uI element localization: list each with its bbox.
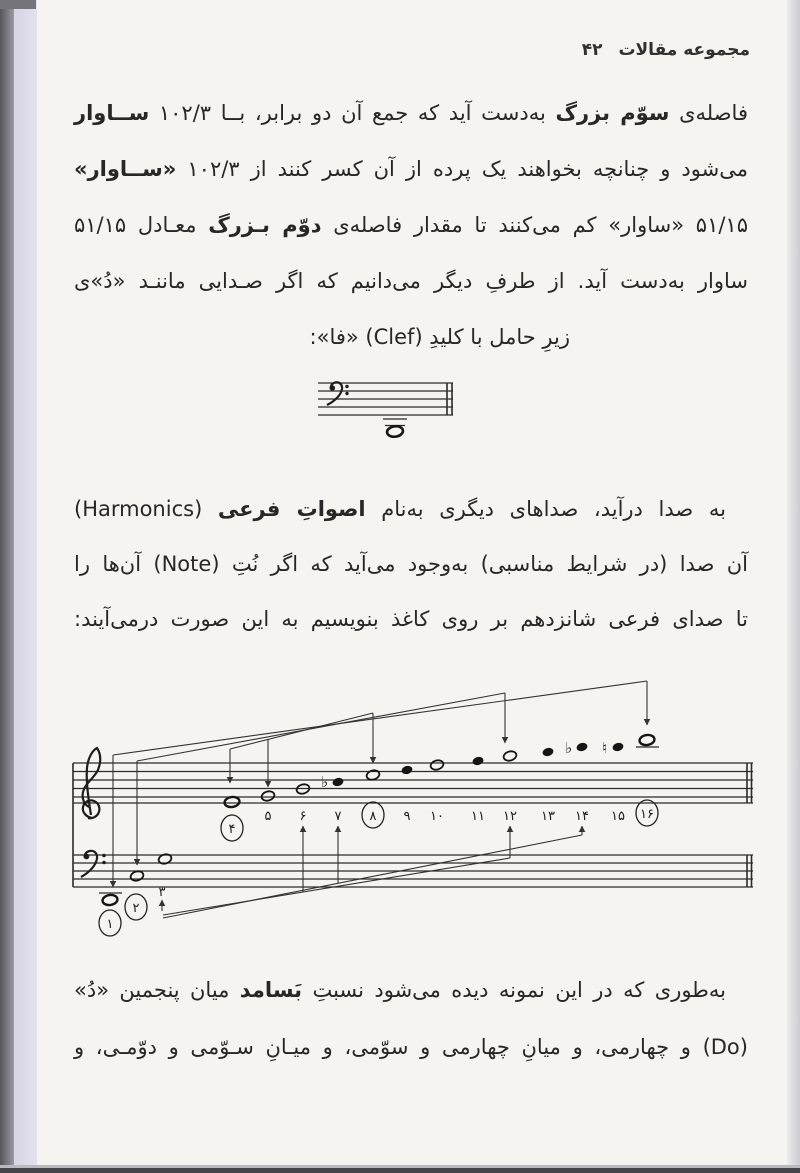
harmonic-series-figure [65, 665, 765, 940]
harmonic-number: ۸ [369, 809, 377, 824]
harmonic-number: ۱۶ [640, 807, 654, 822]
scan-edge-bottom [0, 1168, 800, 1173]
low-whole-note [383, 419, 407, 438]
harmonic-number: ۳ [158, 885, 166, 900]
scan-edge-right [787, 0, 800, 1173]
text-run: ساوار به‌دست آید. از طرفِ دیگر می‌دانیم که اگر صـدایی ماننـد «دُ»ی [74, 269, 748, 293]
bold-term: سوّم بزرگ [555, 101, 670, 125]
harmonic-number: ۷ [334, 809, 342, 824]
text-run: به‌طوری که در این نمونه دیده می‌شود نسبتِ [302, 978, 726, 1002]
harmonic-number: ۹ [403, 809, 411, 824]
harmonic-number: ۱۲ [503, 809, 517, 824]
text-run: زیرِ حامل با کلیدِ (Clef) «فا»: [309, 325, 570, 349]
harmonic-number: ۱ [106, 917, 114, 932]
staff-notation-image [313, 374, 458, 446]
page-header [582, 40, 750, 60]
text-line [74, 962, 748, 1019]
page-number: ۴۲ [581, 40, 603, 60]
harmonic-number: ۱۰ [430, 809, 444, 824]
paragraph-interval-savart [74, 85, 748, 365]
harmonic-number: ۲ [132, 901, 140, 916]
treble-clef-icon [83, 748, 101, 818]
bold-term: «ســاوار» [74, 157, 177, 181]
book-title: مجموعه مقالات [618, 40, 750, 60]
natural-icon: ♮ [602, 739, 608, 757]
text-run: فاصله‌ی [669, 101, 748, 125]
harmonic-series-image [65, 665, 765, 940]
bold-term: دوّم بـزرگ [208, 213, 322, 237]
octave-connector-lines [113, 681, 647, 918]
paragraph-harmonics [74, 482, 748, 647]
text-run: معـادل ۵۱/۱۵ [74, 213, 209, 237]
staff-lines [318, 383, 453, 415]
text-line [74, 1019, 748, 1076]
bass-clef-icon [327, 382, 349, 405]
scan-edge-gutter [14, 0, 37, 1173]
harmonic-number: ۱۴ [575, 809, 589, 824]
scan-edge-left [0, 0, 14, 1173]
text-run: آن صدا (در شرایط مناسبی) به‌وجود می‌آید که اگر نُتِ (Note) آن‌ها را [74, 552, 748, 576]
text-run: به صدا درآید، صداهای دیگری به‌نام [365, 497, 726, 521]
text-run: (Harmonics) [74, 497, 218, 521]
text-run: ۵۱/۱۵ «ساوار» کم می‌کنند تا مقدار فاصله‌ی [321, 213, 748, 237]
text-line [74, 309, 748, 365]
text-line [74, 253, 748, 309]
text-line [74, 197, 748, 253]
bold-term: اصواتِ فرعی [217, 497, 366, 521]
text-run: تا صدای فرعی شانزدهم بر روی کاغذ بنویسیم به این صورت درمی‌آیند: [74, 607, 748, 631]
bold-term: بَسامد [239, 978, 303, 1002]
harmonic-number: ۵ [264, 809, 272, 824]
text-run: می‌شود و چنانچه بخواهند یک پرده از آن کسر کنند از ۱۰۲/۳ [176, 157, 748, 181]
text-line [74, 592, 748, 647]
flat-icon: ♭ [321, 773, 329, 791]
flat-icon: ♭ [565, 739, 573, 757]
harmonic-number: ۱۵ [611, 809, 625, 824]
text-run: میان پنجمین «دُ» [74, 978, 240, 1002]
text-line [74, 141, 748, 197]
bass-clef-staff-figure [313, 374, 458, 446]
text-run: (Do) و چهارمی، و میانِ چهارمی و سوّمی، و میـانِ سـوّمی و دوّمـی، و [74, 1035, 748, 1059]
text-line [74, 85, 748, 141]
harmonic-number-labels [99, 800, 658, 936]
paragraph-frequency-ratio [74, 962, 748, 1076]
treble-staff-lines [73, 763, 753, 803]
bold-term: ســاوار [74, 101, 150, 125]
harmonic-number: ۱۱ [471, 809, 485, 824]
text-line [74, 537, 748, 592]
text-line [74, 482, 748, 537]
harmonic-number: ۴ [228, 822, 236, 837]
harmonic-number: ۶ [299, 809, 307, 824]
scan-edge-corner [0, 0, 36, 9]
harmonic-number: ۱۳ [541, 809, 555, 824]
text-run: به‌دست آید که جمع آن دو برابر، بــا ۱۰۲/۳ [149, 101, 556, 125]
